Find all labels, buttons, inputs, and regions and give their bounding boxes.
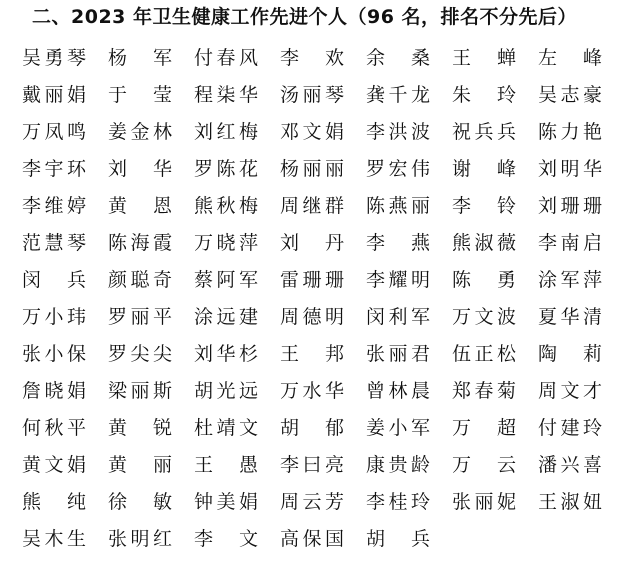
- person-name: 雷 珊 珊: [280, 269, 344, 291]
- person-name: 罗 宏 伟: [366, 158, 430, 180]
- person-name: 范 慧 琴: [22, 232, 86, 254]
- person-name: 罗 丽 平: [108, 306, 172, 328]
- person-name: 詹 晓 娟: [22, 380, 86, 402]
- person-name: 张 丽 君: [366, 343, 430, 365]
- person-name: 李 文: [194, 528, 258, 550]
- person-name: 王 淑 妞: [538, 491, 602, 513]
- person-name: 邓 文 娟: [280, 121, 344, 143]
- person-name: 王 邦: [280, 343, 344, 365]
- person-name: 万 超: [452, 417, 516, 439]
- person-name: 杜 靖 文: [194, 417, 258, 439]
- person-name: 梁 丽 斯: [108, 380, 172, 402]
- person-name: 付 春 风: [194, 47, 258, 69]
- person-name: 周 文 才: [538, 380, 602, 402]
- person-name: 左 峰: [538, 47, 602, 69]
- person-name: 姜 小 军: [366, 417, 430, 439]
- person-name: 陈 力 艳: [538, 121, 602, 143]
- person-name: 黄 文 娟: [22, 454, 86, 476]
- person-name: 杨 军: [108, 47, 172, 69]
- person-name: 陶 莉: [538, 343, 602, 365]
- person-name: 吴 木 生: [22, 528, 86, 550]
- person-name: 万 晓 萍: [194, 232, 258, 254]
- person-name: 高 保 国: [280, 528, 344, 550]
- person-name: 周 继 群: [280, 195, 344, 217]
- person-name: 万 云: [452, 454, 516, 476]
- person-name: 李 桂 玲: [366, 491, 430, 513]
- person-name: 余 桑: [366, 47, 430, 69]
- person-name: 付 建 玲: [538, 417, 602, 439]
- person-name: 李 铃: [452, 195, 516, 217]
- person-name: 刘 华: [108, 158, 172, 180]
- person-name: 伍 正 松: [452, 343, 516, 365]
- person-name: 周 德 明: [280, 306, 344, 328]
- person-name: 吴 勇 琴: [22, 47, 86, 69]
- person-name: 杨 丽 丽: [280, 158, 344, 180]
- person-name: 程 柒 华: [194, 84, 258, 106]
- person-name: 刘 丹: [280, 232, 344, 254]
- person-name: 龚 千 龙: [366, 84, 430, 106]
- person-name: 万 水 华: [280, 380, 344, 402]
- person-name: 李 维 婷: [22, 195, 86, 217]
- person-name: 熊 纯: [22, 491, 86, 513]
- person-name: 颜 聪 奇: [108, 269, 172, 291]
- person-name: 周 云 芳: [280, 491, 344, 513]
- person-name: 于 莹: [108, 84, 172, 106]
- person-name: 陈 燕 丽: [366, 195, 430, 217]
- person-name: 闵 兵: [22, 269, 86, 291]
- person-name: 王 愚: [194, 454, 258, 476]
- person-name: 郑 春 菊: [452, 380, 516, 402]
- person-name: 闵 利 军: [366, 306, 430, 328]
- person-name: 朱 玲: [452, 84, 516, 106]
- person-name: 刘 华 杉: [194, 343, 258, 365]
- person-name: 熊 淑 薇: [452, 232, 516, 254]
- person-name: 李 燕: [366, 232, 430, 254]
- person-name: 何 秋 平: [22, 417, 86, 439]
- person-name: 万 凤 鸣: [22, 121, 86, 143]
- person-name: 张 小 保: [22, 343, 86, 365]
- section-heading: 二、2023 年卫生健康工作先进个人（96 名，排名不分先后）: [32, 6, 578, 28]
- person-name: 张 丽 妮: [452, 491, 516, 513]
- person-name: 蔡 阿 军: [194, 269, 258, 291]
- person-name: 李 曰 亮: [280, 454, 344, 476]
- person-name: 万 文 波: [452, 306, 516, 328]
- name-list: [22, 40, 612, 558]
- person-name: 李 耀 明: [366, 269, 430, 291]
- person-name: 黄 恩: [108, 195, 172, 217]
- person-name: 李 南 启: [538, 232, 602, 254]
- person-name: 胡 兵: [366, 528, 430, 550]
- person-name: 姜 金 林: [108, 121, 172, 143]
- person-name: 涂 远 建: [194, 306, 258, 328]
- person-name: 熊 秋 梅: [194, 195, 258, 217]
- person-name: 曾 林 晨: [366, 380, 430, 402]
- person-name: 王 蝉: [452, 47, 516, 69]
- person-name: 张 明 红: [108, 528, 172, 550]
- person-name: 李 欢: [280, 47, 344, 69]
- person-name: 陈 海 霞: [108, 232, 172, 254]
- person-name: 康 贵 龄: [366, 454, 430, 476]
- person-name: 夏 华 清: [538, 306, 602, 328]
- person-name: 吴 志 豪: [538, 84, 602, 106]
- person-name: 李 洪 波: [366, 121, 430, 143]
- person-name: 万 小 玮: [22, 306, 86, 328]
- person-name: 钟 美 娟: [194, 491, 258, 513]
- person-name: 黄 锐: [108, 417, 172, 439]
- person-name: 刘 红 梅: [194, 121, 258, 143]
- person-name: 黄 丽: [108, 454, 172, 476]
- person-name: 祝 兵 兵: [452, 121, 516, 143]
- person-name: 涂 军 萍: [538, 269, 602, 291]
- person-name: 汤 丽 琴: [280, 84, 344, 106]
- person-name: 刘 明 华: [538, 158, 602, 180]
- person-name: 戴 丽 娟: [22, 84, 86, 106]
- person-name: 胡 光 远: [194, 380, 258, 402]
- person-name: 罗 尖 尖: [108, 343, 172, 365]
- person-name: 李 宇 环: [22, 158, 86, 180]
- person-name: 潘 兴 喜: [538, 454, 602, 476]
- person-name: 罗 陈 花: [194, 158, 258, 180]
- person-name: 徐 敏: [108, 491, 172, 513]
- person-name: 胡 郁: [280, 417, 344, 439]
- person-name: 刘 珊 珊: [538, 195, 602, 217]
- person-name: 谢 峰: [452, 158, 516, 180]
- person-name: 陈 勇: [452, 269, 516, 291]
